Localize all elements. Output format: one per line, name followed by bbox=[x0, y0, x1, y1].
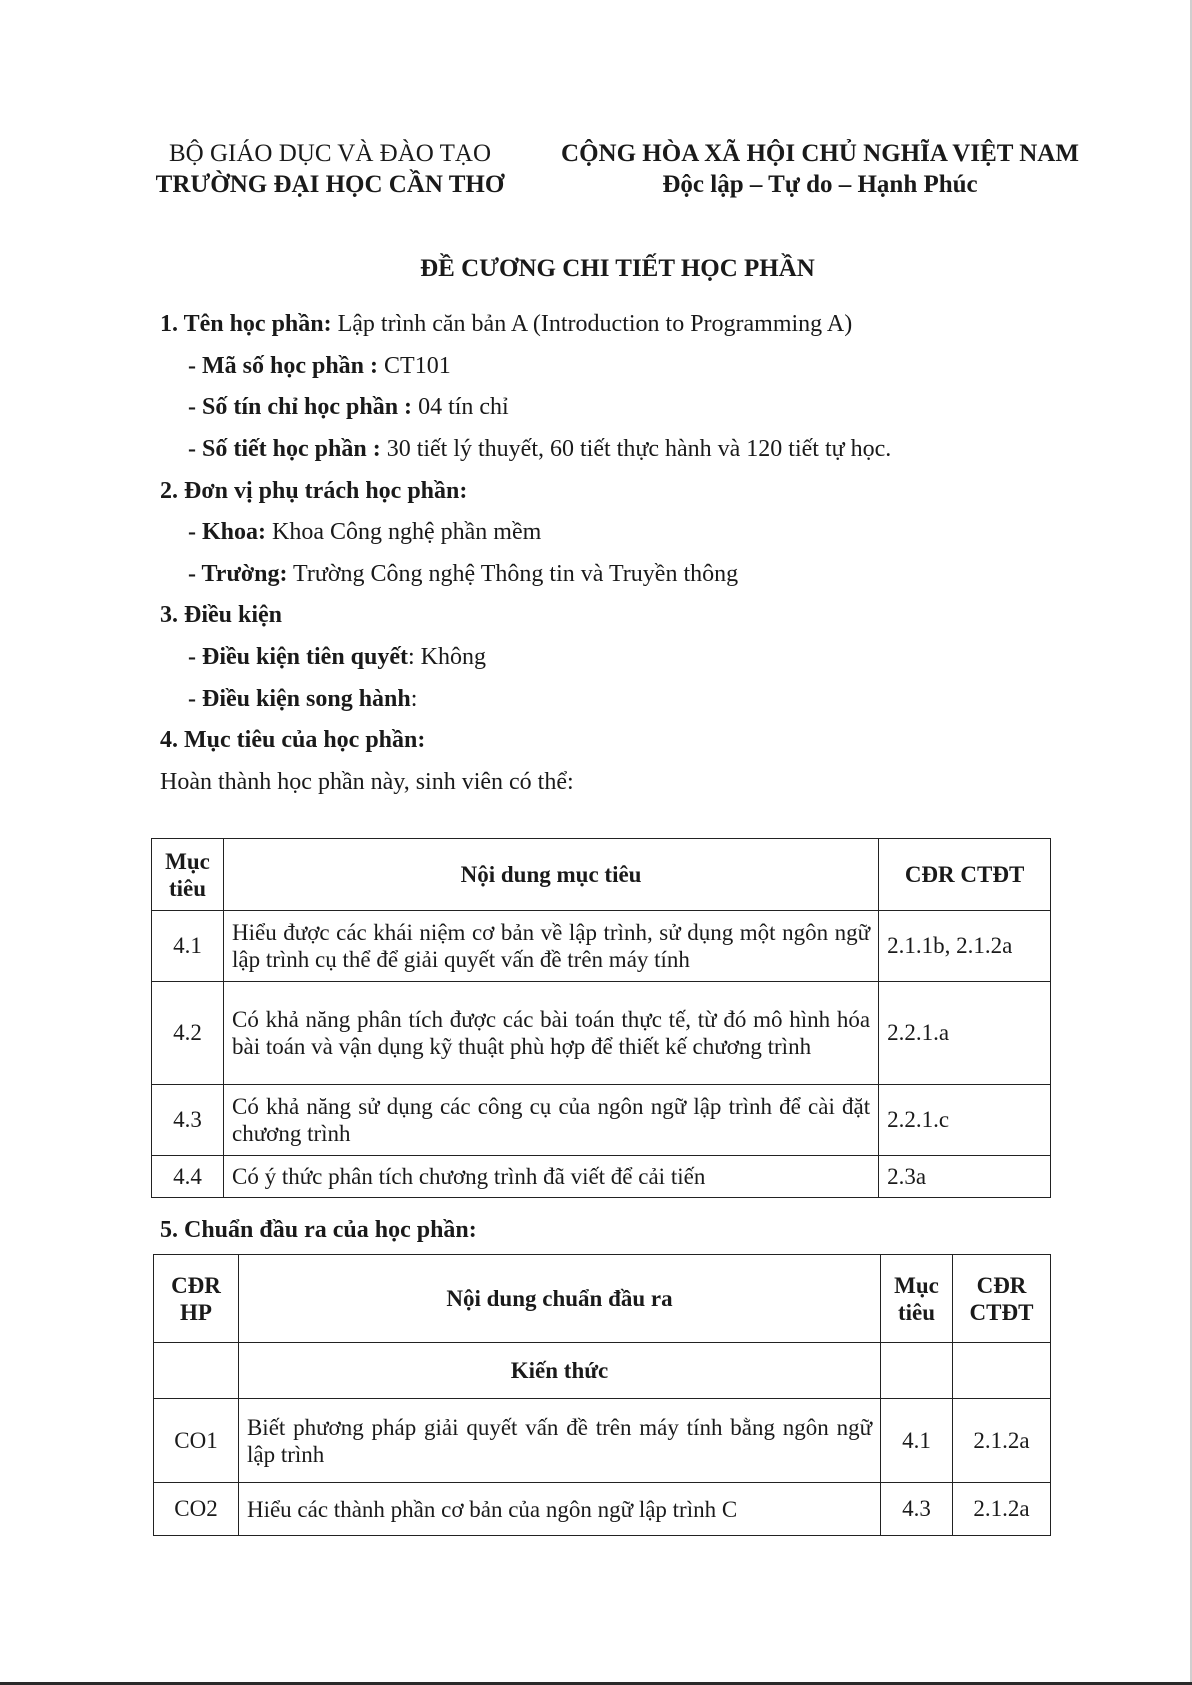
document-title: ĐỀ CƯƠNG CHI TIẾT HỌC PHẦN bbox=[420, 255, 815, 282]
outcome-cdr: 2.1.2a bbox=[953, 1399, 1051, 1483]
objectives-header-content: Nội dung mục tiêu bbox=[223, 839, 878, 911]
credits-value: 04 tín chỉ bbox=[412, 394, 509, 420]
section-5-heading bbox=[160, 1217, 477, 1244]
objective-content: Có ý thức phân tích chương trình đã viết để cải tiến bbox=[223, 1156, 878, 1198]
ministry-name: BỘ GIÁO DỤC VÀ ĐÀO TẠO bbox=[169, 140, 491, 167]
credits-label: - Số tín chỉ học phần : bbox=[188, 394, 413, 420]
table-row bbox=[154, 1483, 1051, 1536]
course-code-line bbox=[188, 353, 451, 380]
outcomes-header-goal: Mục tiêu bbox=[881, 1255, 953, 1343]
department-value: Khoa Công nghệ phần mềm bbox=[266, 519, 542, 545]
objective-cdr: 2.3a bbox=[879, 1156, 1051, 1198]
course-name-label: 1. Tên học phần: bbox=[160, 311, 332, 337]
corequisite-line bbox=[188, 686, 417, 713]
section-4-label: 4. Mục tiêu của học phần: bbox=[160, 727, 426, 753]
national-motto: Độc lập – Tự do – Hạnh Phúc bbox=[662, 171, 978, 198]
section-5-label: 5. Chuẩn đầu ra của học phần: bbox=[160, 1217, 477, 1243]
outcome-goal: 4.3 bbox=[881, 1483, 953, 1536]
objectives-table bbox=[151, 838, 1051, 1198]
section-2-heading bbox=[160, 478, 467, 505]
hours-line bbox=[188, 436, 891, 463]
department-label: - Khoa: bbox=[188, 519, 266, 545]
department-line bbox=[188, 519, 541, 546]
outcomes-header-id: CĐR HP bbox=[154, 1255, 239, 1343]
school-value: Trường Công nghệ Thông tin và Truyền thông bbox=[287, 561, 739, 587]
national-header bbox=[540, 138, 1100, 200]
objective-id: 4.3 bbox=[152, 1085, 224, 1156]
outcome-content: Biết phương pháp giải quyết vấn đề trên máy tính bằng ngôn ngữ lập trình bbox=[238, 1399, 880, 1483]
objective-id: 4.4 bbox=[152, 1156, 224, 1198]
course-name-value: Lập trình căn bản A (Introduction to Programming A) bbox=[331, 311, 853, 337]
outcomes-header-row bbox=[154, 1255, 1051, 1343]
hours-value: 30 tiết lý thuyết, 60 tiết thực hành và 120 tiết tự học. bbox=[380, 436, 892, 462]
empty-cell bbox=[881, 1343, 953, 1399]
objective-id: 4.2 bbox=[152, 982, 224, 1085]
hours-label: - Số tiết học phần : bbox=[188, 436, 381, 462]
empty-cell bbox=[154, 1343, 239, 1399]
course-name-line bbox=[160, 311, 852, 338]
course-code-value: CT101 bbox=[378, 353, 451, 379]
outcomes-header-cdr: CĐR CTĐT bbox=[953, 1255, 1051, 1343]
objective-cdr: 2.2.1.a bbox=[879, 982, 1051, 1085]
objectives-header-cdr: CĐR CTĐT bbox=[879, 839, 1051, 911]
school-label: - Trường: bbox=[188, 561, 288, 587]
outcomes-group-row bbox=[154, 1343, 1051, 1399]
objective-content: Có khả năng phân tích được các bài toán thực tế, từ đó mô hình hóa bài toán và vận dụng kỹ thuật phù hợp để thiết kế chương trình bbox=[223, 982, 878, 1085]
outcome-goal: 4.1 bbox=[881, 1399, 953, 1483]
prerequisite-label: - Điều kiện tiên quyết bbox=[188, 644, 409, 670]
objectives-intro: Hoàn thành học phần này, sinh viên có thể: bbox=[160, 769, 574, 795]
school-line bbox=[188, 561, 738, 588]
objective-cdr: 2.1.1b, 2.1.2a bbox=[879, 911, 1051, 982]
section-4-heading bbox=[160, 727, 425, 754]
objective-content: Có khả năng sử dụng các công cụ của ngôn ngữ lập trình để cài đặt chương trình bbox=[223, 1085, 878, 1156]
outcome-content: Hiểu các thành phần cơ bản của ngôn ngữ lập trình C bbox=[238, 1483, 880, 1536]
prerequisite-line bbox=[188, 644, 486, 671]
course-code-label: - Mã số học phần : bbox=[188, 353, 379, 379]
outcome-id: CO1 bbox=[154, 1399, 239, 1483]
section-3-heading bbox=[160, 602, 282, 629]
table-row bbox=[152, 982, 1051, 1085]
university-name: TRƯỜNG ĐẠI HỌC CẦN THƠ bbox=[155, 171, 505, 198]
nation-name: CỘNG HÒA XÃ HỘI CHỦ NGHĨA VIỆT NAM bbox=[561, 140, 1079, 167]
outcomes-group-label: Kiến thức bbox=[238, 1343, 880, 1399]
outcome-cdr: 2.1.2a bbox=[953, 1483, 1051, 1536]
corequisite-value: : bbox=[410, 686, 418, 712]
table-row bbox=[152, 1156, 1051, 1198]
objective-id: 4.1 bbox=[152, 911, 224, 982]
outcomes-table bbox=[153, 1254, 1051, 1536]
corequisite-label: - Điều kiện song hành bbox=[188, 686, 411, 712]
objective-content: Hiểu được các khái niệm cơ bản về lập trình, sử dụng một ngôn ngữ lập trình cụ thể để giải quyết vấn đề trên máy tính bbox=[223, 911, 878, 982]
section-3-label: 3. Điều kiện bbox=[160, 602, 283, 628]
section-2-label: 2. Đơn vị phụ trách học phần: bbox=[160, 478, 468, 504]
table-row bbox=[152, 911, 1051, 982]
objective-cdr: 2.2.1.c bbox=[879, 1085, 1051, 1156]
objectives-header-goal: Mục tiêu bbox=[152, 839, 224, 911]
outcomes-header-content: Nội dung chuẩn đầu ra bbox=[238, 1255, 880, 1343]
prerequisite-value: : Không bbox=[408, 644, 487, 670]
outcome-id: CO2 bbox=[154, 1483, 239, 1536]
ministry-header bbox=[130, 138, 530, 200]
empty-cell bbox=[953, 1343, 1051, 1399]
table-row bbox=[152, 1085, 1051, 1156]
table-row bbox=[154, 1399, 1051, 1483]
credits-line bbox=[188, 394, 509, 421]
objectives-header-row bbox=[152, 839, 1051, 911]
